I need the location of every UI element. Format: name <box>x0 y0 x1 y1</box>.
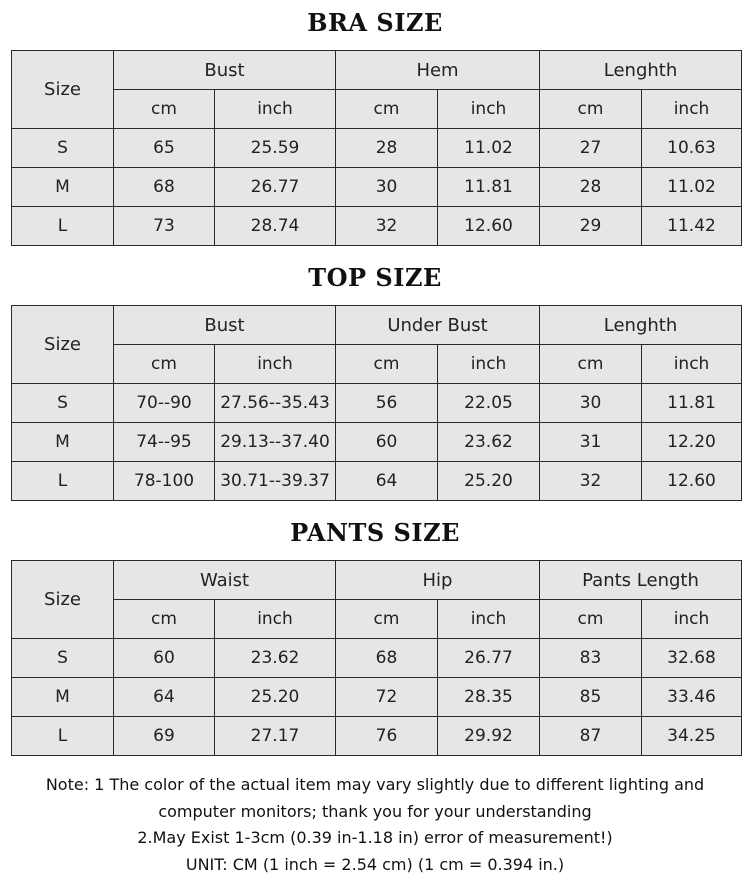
table-cell: 29.92 <box>438 717 540 756</box>
pants-size-title: PANTS SIZE <box>290 518 460 547</box>
table-cell: 28 <box>336 129 438 168</box>
table-cell: 26.77 <box>438 639 540 678</box>
size-cell: L <box>12 207 114 246</box>
size-cell: M <box>12 678 114 717</box>
hip-header: Hip <box>336 561 540 600</box>
unit-cell: cm <box>336 600 438 639</box>
length-header: Lenghth <box>540 51 742 90</box>
table-cell: 25.20 <box>438 462 540 501</box>
note-line-1: Note: 1 The color of the actual item may vary slightly due to different lighting and <box>45 775 705 794</box>
table-cell: 31 <box>540 423 642 462</box>
table-cell: 23.62 <box>438 423 540 462</box>
table-cell: 30 <box>540 384 642 423</box>
table-cell: 69 <box>114 717 215 756</box>
table-cell: 11.42 <box>642 207 742 246</box>
table-row <box>12 717 742 756</box>
table-header-row <box>12 51 742 90</box>
table-cell: 28.74 <box>215 207 336 246</box>
table-cell: 65 <box>114 129 215 168</box>
table-cell: 11.81 <box>642 384 742 423</box>
unit-cell: cm <box>114 345 215 384</box>
size-cell: S <box>12 384 114 423</box>
table-row <box>12 168 742 207</box>
unit-cell: cm <box>114 90 215 129</box>
unit-cell: inch <box>438 600 540 639</box>
unit-cell: inch <box>642 345 742 384</box>
pants-length-header: Pants Length <box>540 561 742 600</box>
unit-cell: inch <box>215 90 336 129</box>
table-cell: 12.60 <box>642 462 742 501</box>
table-cell: 27.56--35.43 <box>215 384 336 423</box>
table-cell: 27.17 <box>215 717 336 756</box>
table-row <box>12 384 742 423</box>
table-cell: 27 <box>540 129 642 168</box>
under-bust-header: Under Bust <box>336 306 540 345</box>
table-cell: 70--90 <box>114 384 215 423</box>
table-cell: 12.60 <box>438 207 540 246</box>
table-cell: 29.13--37.40 <box>215 423 336 462</box>
unit-cell: inch <box>438 345 540 384</box>
size-cell: S <box>12 639 114 678</box>
table-cell: 32.68 <box>642 639 742 678</box>
table-cell: 78-100 <box>114 462 215 501</box>
size-column-header: Size <box>12 51 114 129</box>
size-cell: M <box>12 168 114 207</box>
unit-cell: cm <box>336 345 438 384</box>
table-cell: 76 <box>336 717 438 756</box>
table-cell: 11.02 <box>438 129 540 168</box>
table-cell: 60 <box>336 423 438 462</box>
top-size-table <box>11 305 742 501</box>
table-row <box>12 423 742 462</box>
unit-cell: cm <box>540 345 642 384</box>
table-cell: 11.81 <box>438 168 540 207</box>
unit-cell: inch <box>215 600 336 639</box>
unit-header-row <box>12 345 742 384</box>
note-line-3: 2.May Exist 1-3cm (0.39 in-1.18 in) error of measurement!) <box>137 828 613 847</box>
unit-cell: cm <box>114 600 215 639</box>
unit-cell: cm <box>540 90 642 129</box>
table-cell: 64 <box>336 462 438 501</box>
table-cell: 25.59 <box>215 129 336 168</box>
unit-cell: inch <box>438 90 540 129</box>
waist-header: Waist <box>114 561 336 600</box>
unit-cell: cm <box>336 90 438 129</box>
table-cell: 22.05 <box>438 384 540 423</box>
size-cell: L <box>12 717 114 756</box>
table-cell: 68 <box>336 639 438 678</box>
unit-cell: inch <box>642 600 742 639</box>
table-cell: 32 <box>540 462 642 501</box>
table-cell: 34.25 <box>642 717 742 756</box>
table-cell: 23.62 <box>215 639 336 678</box>
size-column-header: Size <box>12 306 114 384</box>
table-cell: 26.77 <box>215 168 336 207</box>
unit-header-row <box>12 90 742 129</box>
table-cell: 30.71--39.37 <box>215 462 336 501</box>
table-cell: 12.20 <box>642 423 742 462</box>
length-header: Lenghth <box>540 306 742 345</box>
size-cell: L <box>12 462 114 501</box>
unit-header-row <box>12 600 742 639</box>
table-cell: 87 <box>540 717 642 756</box>
table-cell: 68 <box>114 168 215 207</box>
size-cell: S <box>12 129 114 168</box>
table-row <box>12 129 742 168</box>
table-cell: 29 <box>540 207 642 246</box>
measurement-note <box>0 772 750 878</box>
table-cell: 74--95 <box>114 423 215 462</box>
unit-cell: cm <box>540 600 642 639</box>
table-cell: 28.35 <box>438 678 540 717</box>
table-cell: 56 <box>336 384 438 423</box>
pants-size-table <box>11 560 742 756</box>
note-line-4: UNIT: CM (1 inch = 2.54 cm) (1 cm = 0.394 in.) <box>185 854 565 874</box>
table-cell: 83 <box>540 639 642 678</box>
top-size-title: TOP SIZE <box>308 263 442 292</box>
table-cell: 11.02 <box>642 168 742 207</box>
table-cell: 85 <box>540 678 642 717</box>
bust-header: Bust <box>114 306 336 345</box>
table-cell: 28 <box>540 168 642 207</box>
hem-header: Hem <box>336 51 540 90</box>
size-column-header: Size <box>12 561 114 639</box>
table-cell: 72 <box>336 678 438 717</box>
bust-header: Bust <box>114 51 336 90</box>
unit-cell: inch <box>642 90 742 129</box>
table-cell: 73 <box>114 207 215 246</box>
table-row <box>12 639 742 678</box>
table-cell: 25.20 <box>215 678 336 717</box>
table-cell: 10.63 <box>642 129 742 168</box>
table-cell: 33.46 <box>642 678 742 717</box>
table-header-row <box>12 306 742 345</box>
table-row <box>12 462 742 501</box>
table-header-row <box>12 561 742 600</box>
table-row <box>12 207 742 246</box>
table-cell: 60 <box>114 639 215 678</box>
bra-size-title: BRA SIZE <box>307 8 443 37</box>
table-cell: 64 <box>114 678 215 717</box>
unit-cell: inch <box>215 345 336 384</box>
table-cell: 32 <box>336 207 438 246</box>
table-row <box>12 678 742 717</box>
table-cell: 30 <box>336 168 438 207</box>
size-cell: M <box>12 423 114 462</box>
note-line-2: computer monitors; thank you for your understanding <box>158 801 592 821</box>
bra-size-table <box>11 50 742 246</box>
